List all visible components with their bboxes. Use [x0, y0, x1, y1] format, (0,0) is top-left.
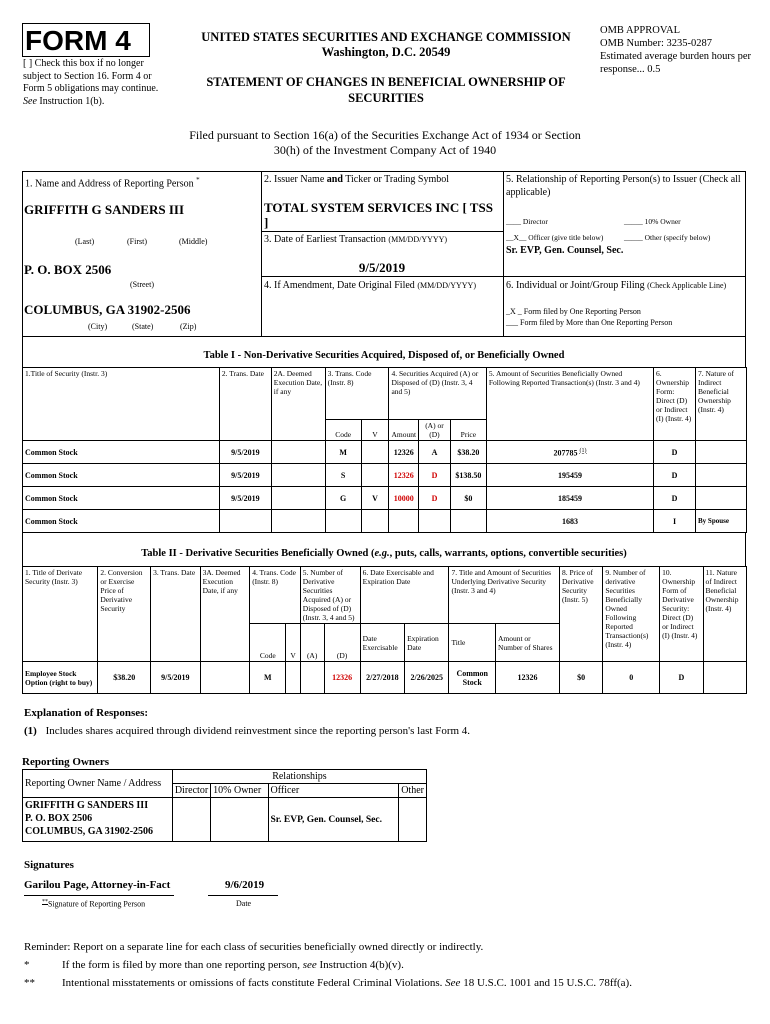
- ten-pct-option: _____ 10% Owner: [624, 217, 681, 226]
- t1-sub-amount: Amount: [389, 420, 419, 441]
- director-option: ____ Director: [506, 217, 548, 226]
- divider-2: [503, 171, 504, 337]
- signature-date: 9/6/2019: [225, 879, 265, 891]
- box6-label-text: 6. Individual or Joint/Group Filing: [506, 280, 645, 291]
- box1-label-text: 1. Name and Address of Reporting Person: [25, 178, 194, 190]
- table-row: [23, 798, 427, 842]
- statement-title: STATEMENT OF CHANGES IN BENEFICIAL OWNERSHIP OF SECURITIES: [206, 75, 566, 105]
- t2-sub-d: (D): [324, 624, 360, 662]
- signer-name: Garilou Page, Attorney-in-Fact: [24, 879, 171, 891]
- t2-h1: 1. Title of Derivate Security (Instr. 3): [23, 567, 98, 662]
- box3-label: [264, 234, 447, 245]
- t2-row-code: M: [250, 662, 286, 694]
- row2-date: 9/5/2019: [219, 464, 271, 487]
- owners-col-other: Other: [399, 784, 427, 798]
- t2-sub-v: V: [286, 624, 300, 662]
- omb-number: OMB Number: 3235-0287: [600, 38, 712, 49]
- signature-mark: **: [42, 899, 48, 905]
- t2-h5: 5. Number of Derivative Securities Acquired (A) or Disposed of (D) (Instr. 3, 4 and 5): [300, 567, 360, 624]
- row2-v: [361, 464, 389, 487]
- street-value: P. O. BOX 2506: [24, 262, 112, 277]
- t2-row-date: 9/5/2019: [151, 662, 201, 694]
- t2-h8: 8. Price of Derivative Security (Instr. 5): [559, 567, 602, 662]
- row4-owned: 1683: [486, 510, 653, 533]
- table2-title: [22, 548, 746, 559]
- row2-price: $138.50: [450, 464, 486, 487]
- label-last: (Last): [75, 237, 95, 246]
- t2-h2: 2. Conversion or Exercise Price of Derivative Security: [98, 567, 151, 662]
- footnote-1-link[interactable]: (1): [579, 447, 587, 454]
- row1-amount: 12326: [389, 441, 419, 464]
- t2-sub-a: (A): [300, 624, 324, 662]
- row4-price: [450, 510, 486, 533]
- row3-form: D: [654, 487, 696, 510]
- row4-date: [219, 510, 271, 533]
- row2-title: Common Stock: [23, 464, 220, 487]
- t2-row-title: Employee Stock Option (right to buy): [23, 662, 98, 694]
- reminder: Reminder: Report on a separate line for each class of securities beneficially owned directly or indirectly.: [24, 941, 484, 953]
- box2-label: [264, 174, 449, 185]
- row1-title: Common Stock: [23, 441, 220, 464]
- t1-h-owned: 5. Amount of Securities Beneficially Owned Following Reported Transaction(s) (Instr. 3 and 4): [486, 368, 653, 441]
- owner-name: GRIFFITH G SANDERS III: [25, 800, 149, 811]
- note-2-a: Intentional misstatements or omissions of facts constitute Federal Criminal Violations.: [62, 977, 443, 989]
- table-row: [23, 441, 747, 464]
- divider-3: [261, 231, 503, 232]
- row1-form: D: [654, 441, 696, 464]
- owner-city: COLUMBUS, GA 31902-2506: [25, 826, 154, 837]
- t1-h-nature: 7. Nature of Indirect Beneficial Ownership (Instr. 4): [696, 368, 747, 441]
- note-1-marker: *: [24, 959, 30, 971]
- other-option: _____ Other (specify below): [624, 233, 711, 242]
- filing-one: _X _ Form filed by One Reporting Person: [506, 307, 641, 316]
- row3-v: V: [361, 487, 389, 510]
- t2-row-underlying-amount: 12326: [495, 662, 559, 694]
- row2-form: D: [654, 464, 696, 487]
- table2-title-b: , puts, calls, warrants, options, convertible securities): [389, 548, 627, 559]
- row3-price: $0: [450, 487, 486, 510]
- check-box-text: [ ] Check this box if no longer subject to Section 16. Form 4 or Form 5 obligations may continue.: [23, 58, 159, 94]
- row2-owned: 195459: [486, 464, 653, 487]
- owners-col-name: Reporting Owner Name / Address: [23, 770, 173, 798]
- footnote-1-text: Includes shares acquired through dividend reinvestment since the reporting person's last Form 4.: [45, 725, 471, 737]
- row1-owned-cell: [486, 441, 653, 464]
- owners-col-director: Director: [172, 784, 210, 798]
- row1-nature: [696, 441, 747, 464]
- owner-address: [23, 798, 173, 842]
- note-1-b: Instruction 4(b)(v).: [319, 959, 404, 971]
- owners-col-ten: 10% Owner: [211, 784, 268, 798]
- row1-code: M: [325, 441, 361, 464]
- t2-h7: 7. Title and Amount of Securities Underlying Derivative Security (Instr. 3 and 4): [449, 567, 560, 624]
- footnote-1: [24, 725, 470, 737]
- note-2-marker: **: [24, 977, 35, 989]
- t2-row-deriv-price: $0: [559, 662, 602, 694]
- box4-label-text: 4. If Amendment, Date Original Filed: [264, 280, 415, 291]
- box1-label: [25, 176, 200, 189]
- row2-nature: [696, 464, 747, 487]
- row4-ad: [419, 510, 451, 533]
- omb-title: OMB APPROVAL: [600, 25, 681, 36]
- box3-format: (MM/DD/YYYY): [388, 235, 448, 244]
- t2-h9: 9. Number of derivative Securities Beneficially Owned Following Reported Transaction(s) (Instr. 4): [603, 567, 660, 662]
- row1-date: 9/5/2019: [219, 441, 271, 464]
- owners-col-officer: Officer: [268, 784, 399, 798]
- row4-code: [325, 510, 361, 533]
- row4-nature: By Spouse: [696, 510, 747, 533]
- box2-label-a: 2. Issuer Name: [264, 174, 325, 185]
- officer-title: Sr. EVP, Gen. Counsel, Sec.: [506, 245, 624, 256]
- table-row: [23, 487, 747, 510]
- row3-amount: 10000: [389, 487, 419, 510]
- t2-row-exercisable: 2/27/2018: [360, 662, 404, 694]
- note-1-see: see: [302, 959, 317, 971]
- signatures-heading: Signatures: [24, 859, 74, 871]
- box2-label-b: Ticker or Trading Symbol: [345, 174, 450, 185]
- t2-row-expiration: 2/26/2025: [405, 662, 449, 694]
- signature-label-text: Signature of Reporting Person: [48, 899, 146, 909]
- t2-row-owned: 0: [603, 662, 660, 694]
- footnote-1-number: (1): [24, 725, 37, 737]
- owner-officer-title: Sr. EVP, Gen. Counsel, Sec.: [268, 798, 399, 842]
- row4-amount: [389, 510, 419, 533]
- t2-sub-code: Code: [250, 624, 286, 662]
- owners-col-rel: Relationships: [172, 770, 426, 784]
- owners-table: [22, 769, 427, 842]
- t2-h3: 3. Trans. Date: [151, 567, 201, 662]
- issuer-name: TOTAL SYSTEM SERVICES INC [ TSS ]: [264, 200, 493, 230]
- filed-pursuant: Filed pursuant to Section 16(a) of the Securities Exchange Act of 1934 or Section 30(h) of the Investment Company Act of 1940: [189, 128, 581, 157]
- agency-city: Washington, D.C. 20549: [321, 45, 451, 59]
- t2-sub-amount: Amount or Number of Shares: [495, 624, 559, 662]
- t1-h-title: 1.Title of Security (Instr. 3): [23, 368, 220, 441]
- signature-label: [42, 899, 145, 909]
- note-2-see: See: [445, 977, 461, 989]
- officer-option: __X__ Officer (give title below): [506, 233, 604, 242]
- box3-label-text: 3. Date of Earliest Transaction: [264, 234, 386, 245]
- t2-h3a: 3A. Deemed Execution Date, if any: [200, 567, 250, 662]
- table1: [22, 367, 747, 533]
- t2-row-d: 12326: [324, 662, 360, 694]
- omb-box: [600, 24, 760, 76]
- table-row: [23, 464, 747, 487]
- t1-sub-code: Code: [325, 420, 361, 441]
- owner-street: P. O. BOX 2506: [25, 813, 93, 824]
- box4-label: [264, 280, 476, 291]
- divider-1: [261, 171, 262, 337]
- table2: [22, 566, 747, 694]
- row1-owned: 207785: [553, 448, 578, 458]
- row3-date: 9/5/2019: [219, 487, 271, 510]
- table2-title-eg: e.g.: [374, 548, 390, 559]
- box1-asterisk: *: [196, 176, 200, 184]
- t2-row-form: D: [660, 662, 703, 694]
- note-2: [62, 977, 632, 989]
- t1-h-code: 3. Trans. Code (Instr. 8): [325, 368, 389, 420]
- note-1-a: If the form is filed by more than one reporting person,: [62, 959, 300, 971]
- label-zip: (Zip): [180, 322, 197, 331]
- explanation-heading: Explanation of Responses:: [24, 707, 149, 719]
- row1-v: [361, 441, 389, 464]
- t1-sub-v: V: [361, 420, 389, 441]
- t1-h-date: 2. Trans. Date: [219, 368, 271, 441]
- check-box-instruction: Instruction 1(b).: [39, 95, 105, 107]
- label-state: (State): [132, 322, 154, 331]
- agency-name: UNITED STATES SECURITIES AND EXCHANGE COMMISSION: [201, 30, 571, 44]
- label-city: (City): [88, 322, 108, 331]
- row1-price: $38.20: [450, 441, 486, 464]
- row3-title: Common Stock: [23, 487, 220, 510]
- signature-line: [24, 895, 174, 896]
- t2-sub-expiration: Expiration Date: [405, 624, 449, 662]
- row3-nature: [696, 487, 747, 510]
- box4-format: (MM/DD/YYYY): [417, 281, 476, 290]
- row2-amount: 12326: [389, 464, 419, 487]
- row1-ad: A: [419, 441, 451, 464]
- row2-code: S: [325, 464, 361, 487]
- check-box-see: See: [23, 95, 37, 107]
- table-row: [23, 510, 747, 533]
- t2-h10: 10. Ownership Form of Derivative Security: Direct (D) or Indirect (I) (Instr. 4): [660, 567, 703, 662]
- row3-ad: D: [419, 487, 451, 510]
- divider-4: [261, 276, 746, 277]
- owners-heading: Reporting Owners: [22, 756, 110, 768]
- row4-form: I: [654, 510, 696, 533]
- row4-title: Common Stock: [23, 510, 220, 533]
- note-2-b: 18 U.S.C. 1001 and 15 U.S.C. 78ff(a).: [463, 977, 632, 989]
- form-title: FORM 4: [25, 25, 131, 56]
- label-middle: (Middle): [179, 237, 208, 246]
- table2-title-a: Table II - Derivative Securities Beneficially Owned (: [141, 548, 375, 559]
- t2-sub-exercisable: Date Exercisable: [360, 624, 404, 662]
- form-title-box: [22, 23, 150, 57]
- label-street: (Street): [130, 280, 154, 289]
- t2-sub-title: Title: [449, 624, 495, 662]
- box6-label-small: (Check Applicable Line): [647, 281, 727, 290]
- omb-burden: Estimated average burden hours per response... 0.5: [600, 51, 752, 75]
- table-row: [23, 662, 747, 694]
- t2-h6: 6. Date Exercisable and Expiration Date: [360, 567, 449, 624]
- t2-h4: 4. Trans. Code (Instr. 8): [250, 567, 301, 624]
- t1-h-deemed: 2A. Deemed Execution Date, if any: [271, 368, 325, 441]
- box6-label: [506, 280, 726, 291]
- reporting-person-name: GRIFFITH G SANDERS III: [24, 202, 185, 217]
- label-first: (First): [127, 237, 147, 246]
- date-label: Date: [236, 899, 252, 908]
- row2-ad: D: [419, 464, 451, 487]
- check-box-notice: [23, 58, 173, 108]
- t2-row-price: $38.20: [98, 662, 151, 694]
- row4-v: [361, 510, 389, 533]
- filing-more: ___ Form filed by More than One Reporting Person: [506, 318, 673, 327]
- t2-row-underlying-title: Common Stock: [449, 662, 495, 694]
- t1-h-acq: 4. Securities Acquired (A) or Disposed of (D) (Instr. 3, 4 and 5): [389, 368, 486, 420]
- date-line: [208, 895, 278, 896]
- t1-h-form: 6. Ownership Form: Direct (D) or Indirect (I) (Instr. 4): [654, 368, 696, 441]
- row3-owned: 185459: [486, 487, 653, 510]
- table1-title: Table I - Non-Derivative Securities Acquired, Disposed of, or Beneficially Owned: [203, 350, 565, 361]
- t2-h11: 11. Nature of Indirect Beneficial Ownership (Instr. 4): [703, 567, 746, 662]
- row3-code: G: [325, 487, 361, 510]
- box2-label-and: and: [326, 174, 343, 185]
- earliest-transaction-date: 9/5/2019: [358, 260, 406, 275]
- t1-sub-ad: (A) or (D): [419, 420, 451, 441]
- note-1: [62, 959, 404, 971]
- box5-label: 5. Relationship of Reporting Person(s) to Issuer (Check all applicable): [506, 174, 741, 198]
- city-value: COLUMBUS, GA 31902-2506: [24, 302, 191, 317]
- t1-sub-price: Price: [450, 420, 486, 441]
